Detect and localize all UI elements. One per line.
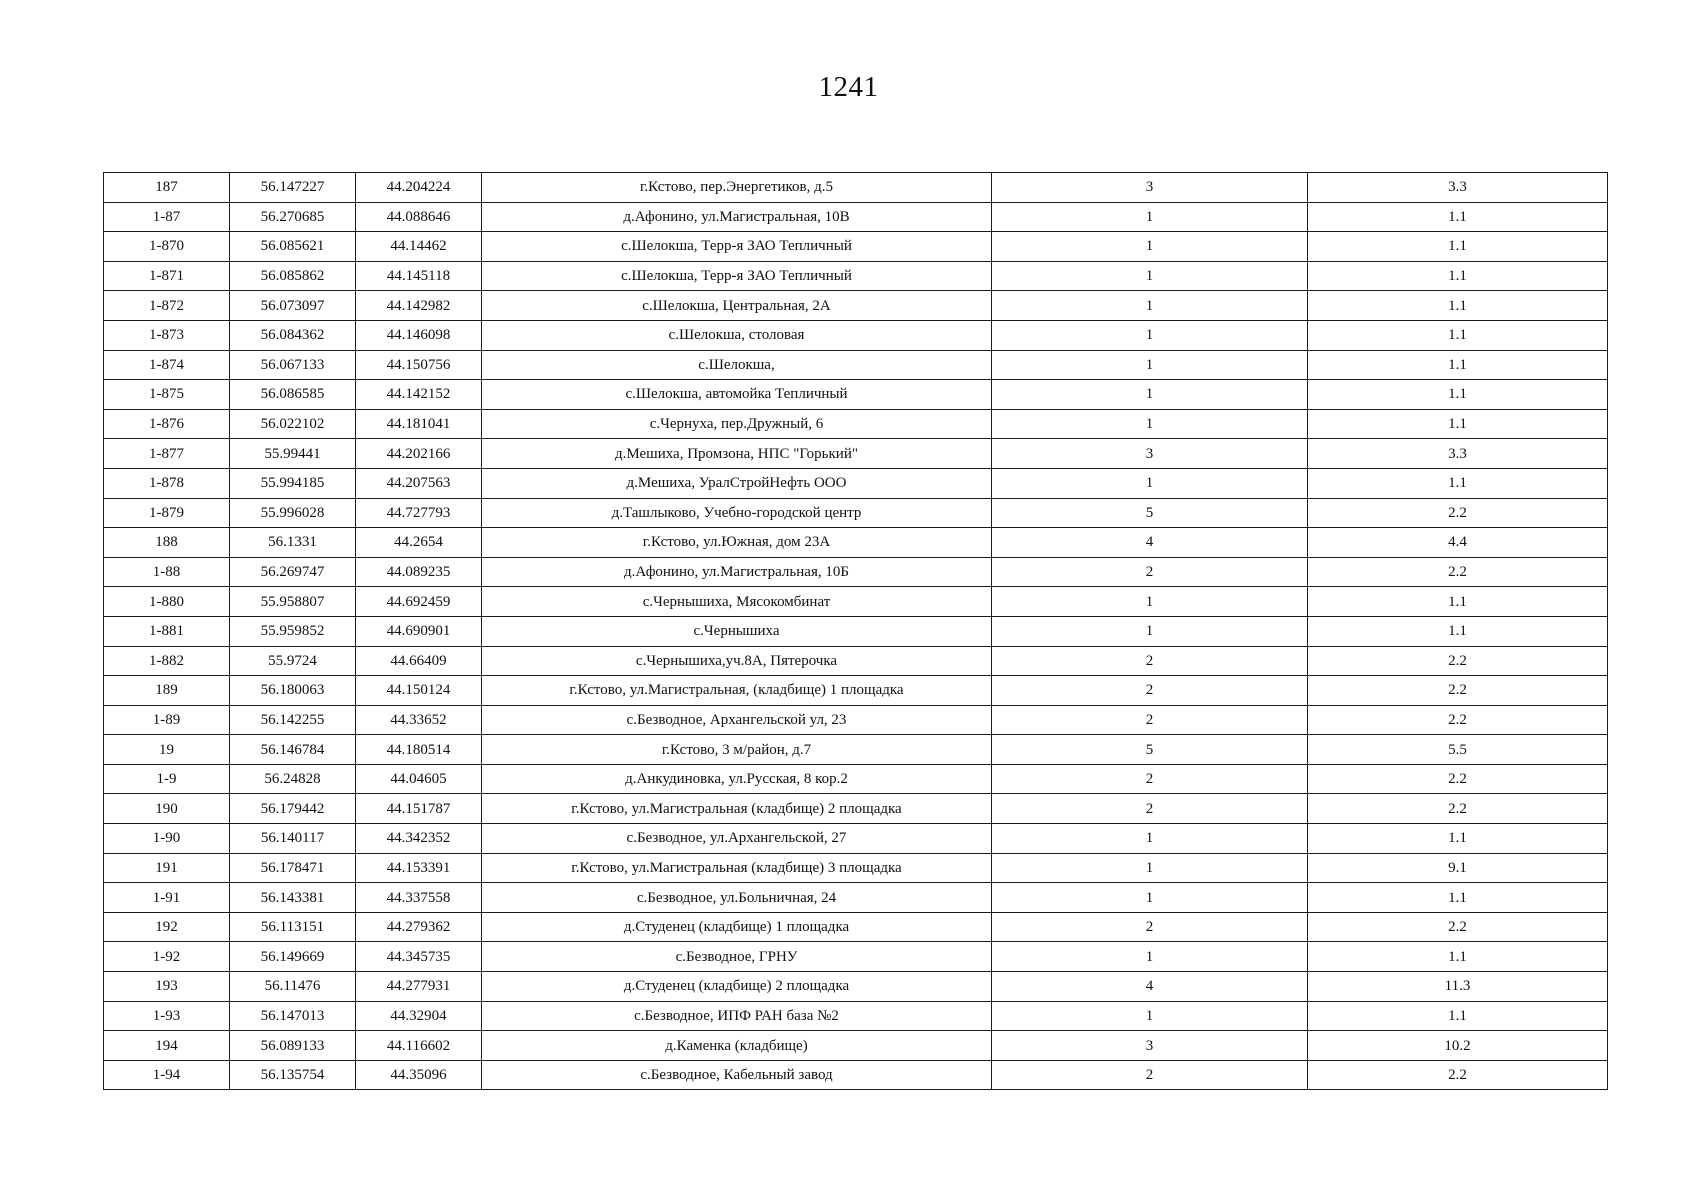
table-row [104, 676, 1608, 706]
cell-longitude: 44.727793 [356, 498, 482, 528]
cell-longitude: 44.180514 [356, 735, 482, 765]
table-row [104, 202, 1608, 232]
table-row [104, 409, 1608, 439]
cell-container-count: 1 [992, 616, 1308, 646]
table-row [104, 824, 1608, 854]
cell-container-count: 1 [992, 587, 1308, 617]
cell-longitude: 44.04605 [356, 764, 482, 794]
table-row [104, 912, 1608, 942]
cell-address: г.Кстово, ул.Магистральная (кладбище) 2 площадка [482, 794, 992, 824]
cell-id: 188 [104, 528, 230, 558]
cell-id: 190 [104, 794, 230, 824]
cell-volume: 2.2 [1308, 498, 1608, 528]
cell-volume: 11.3 [1308, 972, 1608, 1002]
cell-longitude: 44.142982 [356, 291, 482, 321]
cell-container-count: 1 [992, 942, 1308, 972]
cell-longitude: 44.153391 [356, 853, 482, 883]
cell-id: 1-87 [104, 202, 230, 232]
cell-container-count: 2 [992, 676, 1308, 706]
table-row [104, 498, 1608, 528]
table-row [104, 439, 1608, 469]
cell-volume: 9.1 [1308, 853, 1608, 883]
cell-longitude: 44.35096 [356, 1060, 482, 1090]
cell-longitude: 44.66409 [356, 646, 482, 676]
cell-longitude: 44.690901 [356, 616, 482, 646]
cell-volume: 1.1 [1308, 824, 1608, 854]
cell-container-count: 2 [992, 764, 1308, 794]
cell-id: 193 [104, 972, 230, 1002]
cell-volume: 2.2 [1308, 676, 1608, 706]
cell-address: с.Шелокша, [482, 350, 992, 380]
cell-volume: 1.1 [1308, 616, 1608, 646]
cell-address: с.Чернуха, пер.Дружный, 6 [482, 409, 992, 439]
table-row [104, 468, 1608, 498]
cell-latitude: 55.994185 [230, 468, 356, 498]
cell-latitude: 56.089133 [230, 1031, 356, 1061]
cell-longitude: 44.342352 [356, 824, 482, 854]
table-row [104, 616, 1608, 646]
cell-id: 1-881 [104, 616, 230, 646]
cell-longitude: 44.33652 [356, 705, 482, 735]
cell-latitude: 56.269747 [230, 557, 356, 587]
cell-latitude: 56.147227 [230, 173, 356, 203]
cell-container-count: 3 [992, 173, 1308, 203]
table-row [104, 1031, 1608, 1061]
table-row [104, 380, 1608, 410]
cell-latitude: 55.958807 [230, 587, 356, 617]
cell-address: с.Безводное, ул.Больничная, 24 [482, 883, 992, 913]
cell-volume: 3.3 [1308, 173, 1608, 203]
cell-longitude: 44.181041 [356, 409, 482, 439]
cell-volume: 2.2 [1308, 705, 1608, 735]
cell-id: 1-873 [104, 320, 230, 350]
cell-latitude: 56.147013 [230, 1001, 356, 1031]
cell-id: 1-94 [104, 1060, 230, 1090]
cell-latitude: 56.022102 [230, 409, 356, 439]
cell-id: 1-89 [104, 705, 230, 735]
cell-volume: 1.1 [1308, 468, 1608, 498]
cell-volume: 1.1 [1308, 320, 1608, 350]
cell-latitude: 56.113151 [230, 912, 356, 942]
cell-id: 1-870 [104, 232, 230, 262]
cell-address: с.Безводное, ИПФ РАН база №2 [482, 1001, 992, 1031]
cell-latitude: 56.135754 [230, 1060, 356, 1090]
cell-id: 187 [104, 173, 230, 203]
cell-volume: 1.1 [1308, 380, 1608, 410]
cell-longitude: 44.145118 [356, 261, 482, 291]
cell-longitude: 44.088646 [356, 202, 482, 232]
cell-latitude: 56.270685 [230, 202, 356, 232]
cell-id: 1-876 [104, 409, 230, 439]
cell-longitude: 44.207563 [356, 468, 482, 498]
cell-container-count: 1 [992, 468, 1308, 498]
cell-volume: 1.1 [1308, 883, 1608, 913]
cell-volume: 1.1 [1308, 291, 1608, 321]
cell-id: 1-871 [104, 261, 230, 291]
cell-latitude: 56.180063 [230, 676, 356, 706]
cell-volume: 3.3 [1308, 439, 1608, 469]
cell-volume: 1.1 [1308, 261, 1608, 291]
cell-latitude: 56.085862 [230, 261, 356, 291]
cell-latitude: 56.085621 [230, 232, 356, 262]
cell-volume: 1.1 [1308, 202, 1608, 232]
cell-address: с.Шелокша, столовая [482, 320, 992, 350]
cell-longitude: 44.32904 [356, 1001, 482, 1031]
cell-id: 1-90 [104, 824, 230, 854]
cell-latitude: 55.99441 [230, 439, 356, 469]
cell-id: 194 [104, 1031, 230, 1061]
cell-longitude: 44.692459 [356, 587, 482, 617]
cell-id: 1-880 [104, 587, 230, 617]
cell-latitude: 56.140117 [230, 824, 356, 854]
cell-latitude: 56.067133 [230, 350, 356, 380]
cell-address: с.Шелокша, Терр-я ЗАО Тепличный [482, 232, 992, 262]
cell-container-count: 1 [992, 202, 1308, 232]
cell-longitude: 44.150756 [356, 350, 482, 380]
cell-longitude: 44.14462 [356, 232, 482, 262]
cell-longitude: 44.345735 [356, 942, 482, 972]
cell-longitude: 44.142152 [356, 380, 482, 410]
cell-longitude: 44.089235 [356, 557, 482, 587]
cell-volume: 2.2 [1308, 764, 1608, 794]
cell-container-count: 2 [992, 646, 1308, 676]
cell-longitude: 44.279362 [356, 912, 482, 942]
cell-container-count: 1 [992, 853, 1308, 883]
cell-id: 191 [104, 853, 230, 883]
cell-container-count: 2 [992, 557, 1308, 587]
table-row [104, 883, 1608, 913]
cell-longitude: 44.204224 [356, 173, 482, 203]
cell-latitude: 56.24828 [230, 764, 356, 794]
table-row [104, 587, 1608, 617]
cell-volume: 2.2 [1308, 1060, 1608, 1090]
cell-address: д.Мешиха, Промзона, НПС "Горький" [482, 439, 992, 469]
cell-address: с.Шелокша, Терр-я ЗАО Тепличный [482, 261, 992, 291]
cell-latitude: 56.073097 [230, 291, 356, 321]
cell-id: 1-879 [104, 498, 230, 528]
cell-latitude: 56.146784 [230, 735, 356, 765]
cell-container-count: 1 [992, 320, 1308, 350]
cell-container-count: 1 [992, 824, 1308, 854]
cell-id: 1-882 [104, 646, 230, 676]
table-row [104, 853, 1608, 883]
table-row [104, 557, 1608, 587]
table-row [104, 735, 1608, 765]
cell-address: с.Чернышиха [482, 616, 992, 646]
table-row [104, 942, 1608, 972]
cell-id: 1-878 [104, 468, 230, 498]
cell-container-count: 2 [992, 794, 1308, 824]
cell-id: 1-875 [104, 380, 230, 410]
table-row [104, 261, 1608, 291]
cell-latitude: 55.959852 [230, 616, 356, 646]
table-row [104, 794, 1608, 824]
cell-id: 1-93 [104, 1001, 230, 1031]
cell-container-count: 2 [992, 912, 1308, 942]
cell-address: г.Кстово, ул.Магистральная (кладбище) 3 площадка [482, 853, 992, 883]
cell-latitude: 56.179442 [230, 794, 356, 824]
cell-address: д.Студенец (кладбище) 2 площадка [482, 972, 992, 1002]
cell-address: д.Анкудиновка, ул.Русская, 8 кор.2 [482, 764, 992, 794]
cell-latitude: 56.1331 [230, 528, 356, 558]
table-row [104, 1060, 1608, 1090]
cell-address: с.Чернышиха,уч.8А, Пятерочка [482, 646, 992, 676]
cell-id: 19 [104, 735, 230, 765]
cell-latitude: 56.143381 [230, 883, 356, 913]
cell-longitude: 44.2654 [356, 528, 482, 558]
cell-address: д.Студенец (кладбище) 1 площадка [482, 912, 992, 942]
cell-address: с.Безводное, ул.Архангельской, 27 [482, 824, 992, 854]
cell-id: 189 [104, 676, 230, 706]
cell-container-count: 1 [992, 291, 1308, 321]
cell-address: д.Афонино, ул.Магистральная, 10В [482, 202, 992, 232]
cell-latitude: 56.149669 [230, 942, 356, 972]
cell-id: 1-9 [104, 764, 230, 794]
cell-container-count: 2 [992, 705, 1308, 735]
cell-container-count: 1 [992, 232, 1308, 262]
table-row [104, 646, 1608, 676]
cell-address: г.Кстово, 3 м/район, д.7 [482, 735, 992, 765]
cell-address: г.Кстово, ул.Магистральная, (кладбище) 1 площадка [482, 676, 992, 706]
cell-id: 1-874 [104, 350, 230, 380]
cell-longitude: 44.146098 [356, 320, 482, 350]
cell-longitude: 44.116602 [356, 1031, 482, 1061]
table-row [104, 320, 1608, 350]
cell-address: г.Кстово, пер.Энергетиков, д.5 [482, 173, 992, 203]
table-row [104, 173, 1608, 203]
cell-latitude: 56.178471 [230, 853, 356, 883]
cell-latitude: 56.11476 [230, 972, 356, 1002]
cell-volume: 4.4 [1308, 528, 1608, 558]
cell-volume: 2.2 [1308, 794, 1608, 824]
cell-container-count: 1 [992, 883, 1308, 913]
table-body [104, 173, 1608, 1090]
cell-container-count: 1 [992, 350, 1308, 380]
cell-volume: 5.5 [1308, 735, 1608, 765]
cell-address: с.Безводное, Кабельный завод [482, 1060, 992, 1090]
cell-container-count: 3 [992, 439, 1308, 469]
cell-id: 192 [104, 912, 230, 942]
table-row [104, 528, 1608, 558]
cell-volume: 1.1 [1308, 1001, 1608, 1031]
cell-id: 1-88 [104, 557, 230, 587]
cell-volume: 10.2 [1308, 1031, 1608, 1061]
cell-id: 1-877 [104, 439, 230, 469]
table-row [104, 1001, 1608, 1031]
cell-address: с.Шелокша, автомойка Тепличный [482, 380, 992, 410]
table-row [104, 350, 1608, 380]
cell-latitude: 55.996028 [230, 498, 356, 528]
cell-latitude: 56.084362 [230, 320, 356, 350]
table-row [104, 972, 1608, 1002]
cell-longitude: 44.277931 [356, 972, 482, 1002]
cell-id: 1-872 [104, 291, 230, 321]
table-row [104, 232, 1608, 262]
cell-address: д.Мешиха, УралСтройНефть ООО [482, 468, 992, 498]
cell-volume: 1.1 [1308, 587, 1608, 617]
cell-longitude: 44.151787 [356, 794, 482, 824]
cell-container-count: 1 [992, 409, 1308, 439]
table-row [104, 705, 1608, 735]
cell-container-count: 5 [992, 498, 1308, 528]
data-table [103, 172, 1608, 1090]
cell-latitude: 55.9724 [230, 646, 356, 676]
cell-id: 1-91 [104, 883, 230, 913]
cell-address: д.Каменка (кладбище) [482, 1031, 992, 1061]
page-number: 1241 [818, 71, 879, 103]
cell-address: д.Афонино, ул.Магистральная, 10Б [482, 557, 992, 587]
cell-container-count: 1 [992, 1001, 1308, 1031]
cell-address: с.Чернышиха, Мясокомбинат [482, 587, 992, 617]
cell-volume: 1.1 [1308, 942, 1608, 972]
cell-address: с.Безводное, Архангельской ул, 23 [482, 705, 992, 735]
cell-container-count: 5 [992, 735, 1308, 765]
cell-volume: 2.2 [1308, 557, 1608, 587]
cell-longitude: 44.337558 [356, 883, 482, 913]
cell-volume: 2.2 [1308, 912, 1608, 942]
cell-address: с.Шелокша, Центральная, 2А [482, 291, 992, 321]
cell-container-count: 4 [992, 972, 1308, 1002]
cell-container-count: 1 [992, 380, 1308, 410]
cell-volume: 1.1 [1308, 232, 1608, 262]
cell-volume: 1.1 [1308, 350, 1608, 380]
cell-volume: 1.1 [1308, 409, 1608, 439]
cell-longitude: 44.202166 [356, 439, 482, 469]
cell-container-count: 2 [992, 1060, 1308, 1090]
cell-container-count: 1 [992, 261, 1308, 291]
cell-container-count: 3 [992, 1031, 1308, 1061]
table-row [104, 291, 1608, 321]
cell-volume: 2.2 [1308, 646, 1608, 676]
cell-container-count: 4 [992, 528, 1308, 558]
cell-address: с.Безводное, ГРНУ [482, 942, 992, 972]
cell-longitude: 44.150124 [356, 676, 482, 706]
table-row [104, 764, 1608, 794]
cell-address: г.Кстово, ул.Южная, дом 23А [482, 528, 992, 558]
cell-latitude: 56.142255 [230, 705, 356, 735]
cell-id: 1-92 [104, 942, 230, 972]
cell-address: д.Ташлыково, Учебно-городской центр [482, 498, 992, 528]
cell-latitude: 56.086585 [230, 380, 356, 410]
